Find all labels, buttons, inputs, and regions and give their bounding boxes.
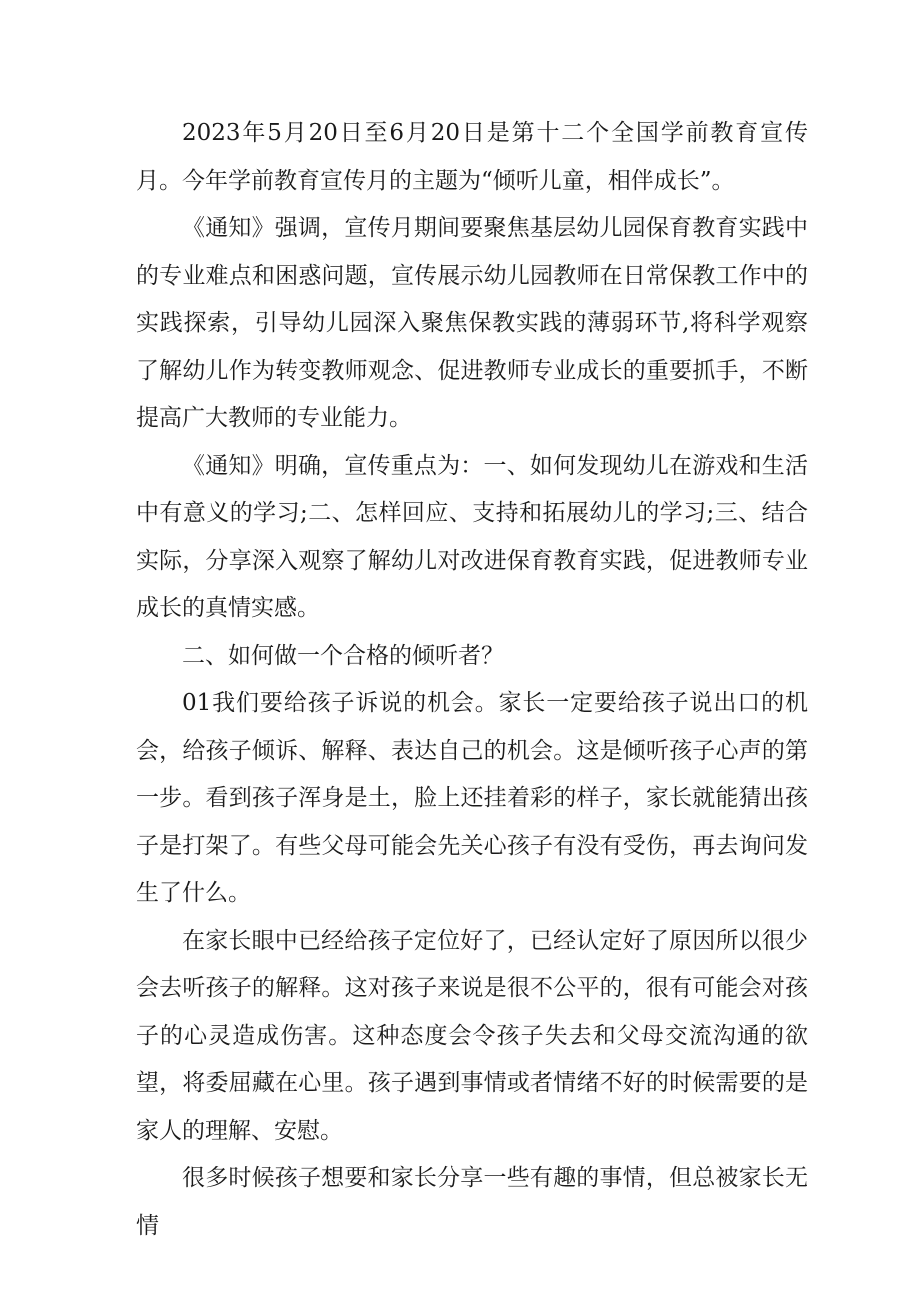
paragraph-sharing: 很多时候孩子想要和家长分享一些有趣的事情，但总被家长无情 bbox=[136, 1165, 808, 1239]
paragraph-point-01: 01我们要给孩子诉说的机会。家长一定要给孩子说出口的机会，给孩子倾诉、解释、表达自己的机会。这是倾听孩子心声的第一步。看到孩子浑身是土，脸上还挂着彩的样子，家长就能猜出孩子是打架了。有些父母可能会先关心孩子有没有受伤，再去询问发生了什么。 bbox=[136, 690, 808, 906]
paragraph-notice-key-points: 《通知》明确，宣传重点为：一、如何发现幼儿在游戏和生活中有意义的学习;二、怎样回应、支持和拓展幼儿的学习;三、结合实际，分享深入观察了解幼儿对改进保育教育实践，促进教师专业成长的真情实感。 bbox=[136, 452, 808, 621]
paragraph-notice-emphasis: 《通知》强调，宣传月期间要聚焦基层幼儿园保育教育实践中的专业难点和困惑问题，宣传展示幼儿园教师在日常保教工作中的实践探索，引导幼儿园深入聚焦保教实践的薄弱环节,将科学观察了解幼儿作为转变教师观念、促进教师专业成长的重要抓手，不断提高广大教师的专业能力。 bbox=[136, 215, 808, 431]
paragraph-parent-view: 在家长眼中已经给孩子定位好了，已经认定好了原因所以很少会去听孩子的解释。这对孩子来说是很不公平的，很有可能会对孩子的心灵造成伤害。这种态度会令孩子失去和父母交流沟通的欲望，将委屈藏在心里。孩子遇到事情或者情绪不好的时候需要的是家人的理解、安慰。 bbox=[136, 927, 808, 1144]
section-heading: 二、如何做一个合格的倾听者？ bbox=[182, 642, 504, 669]
document-page bbox=[136, 110, 808, 1250]
paragraph-intro: 2023年5月20日至6月20日是第十二个全国学前教育宣传月。今年学前教育宣传月的主题为“倾听儿童，相伴成长”。 bbox=[136, 120, 808, 194]
